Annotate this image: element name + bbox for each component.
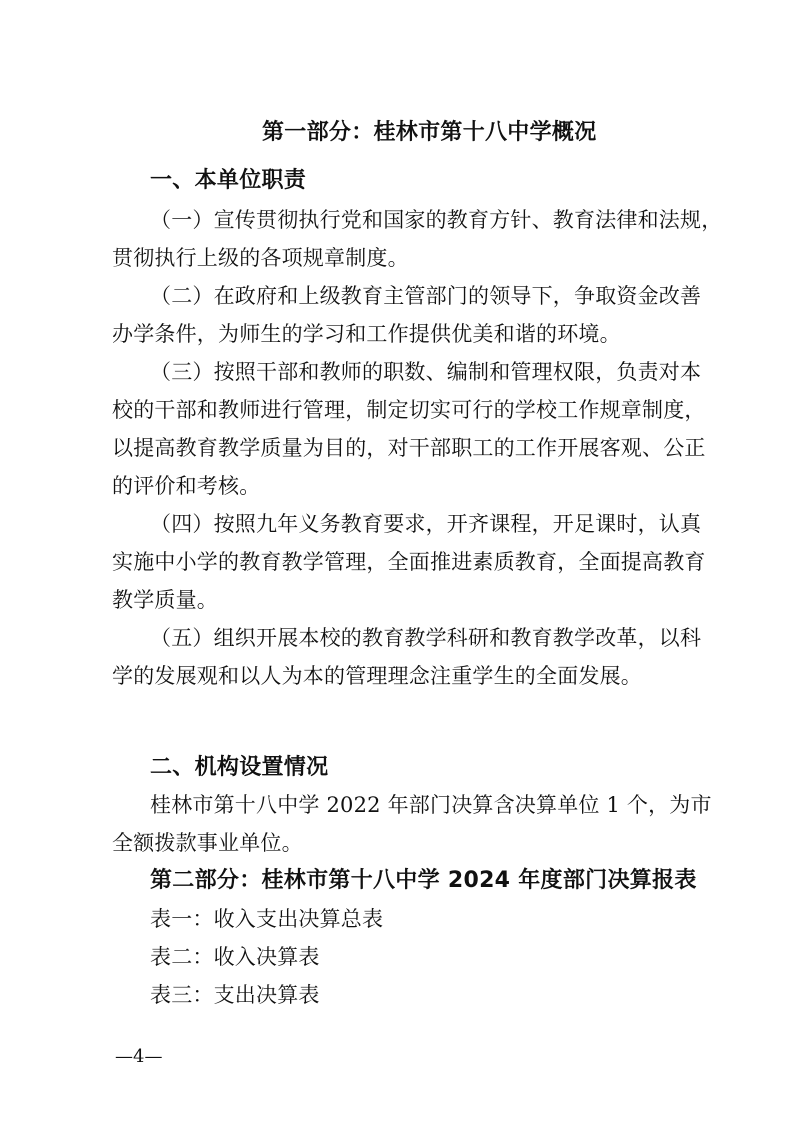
table3-item: 表三：支出决算表: [150, 983, 320, 1007]
section1-paragraph1-line2: 贯彻执行上级的各项规章制度。: [112, 246, 409, 270]
section1-paragraph3-line2: 校的干部和教师进行管理，制定切实可行的学校工作规章制度，: [112, 398, 706, 422]
page-number: —4—: [115, 1046, 163, 1067]
section1-paragraph5-line1: （五）组织开展本校的教育教学科研和教育教学改革，以科: [150, 626, 702, 650]
section1-paragraph3-line1: （三）按照干部和教师的职数、编制和管理权限，负责对本: [150, 360, 702, 384]
section2-paragraph-line2: 全额拨款事业单位。: [112, 831, 303, 855]
section1-paragraph3-line3: 以提高教育教学质量为目的，对干部职工的工作开展客观、公正: [112, 436, 706, 460]
table1-item: 表一：收入支出决算总表: [150, 907, 384, 931]
section2-paragraph-line1: 桂林市第十八中学 2022 年部门决算含决算单位 1 个，为市: [150, 793, 712, 817]
section1-paragraph4-line2: 实施中小学的教育教学管理，全面推进素质教育，全面提高教育: [112, 550, 706, 574]
section1-paragraph3-line4: 的评价和考核。: [112, 474, 261, 498]
section1-paragraph4-line1: （四）按照九年义务教育要求，开齐课程，开足课时，认真: [150, 512, 702, 536]
section1-heading: 一、本单位职责: [150, 168, 307, 193]
part1-title: 第一部分：桂林市第十八中学概况: [262, 120, 597, 145]
section1-paragraph4-line3: 教学质量。: [112, 588, 218, 612]
section1-paragraph1-line1: （一）宣传贯彻执行党和国家的教育方针、教育法律和法规，: [150, 208, 723, 232]
part2-title: 第二部分：桂林市第十八中学 2024 年度部门决算报表: [150, 868, 697, 893]
section1-paragraph5-line2: 学的发展观和以人为本的管理理念注重学生的全面发展。: [112, 664, 642, 688]
section1-paragraph2-line2: 办学条件，为师生的学习和工作提供优美和谐的环境。: [112, 322, 621, 346]
table2-item: 表二：收入决算表: [150, 945, 320, 969]
section2-heading: 二、机构设置情况: [150, 755, 329, 780]
section1-paragraph2-line1: （二）在政府和上级教育主管部门的领导下，争取资金改善: [150, 284, 702, 308]
